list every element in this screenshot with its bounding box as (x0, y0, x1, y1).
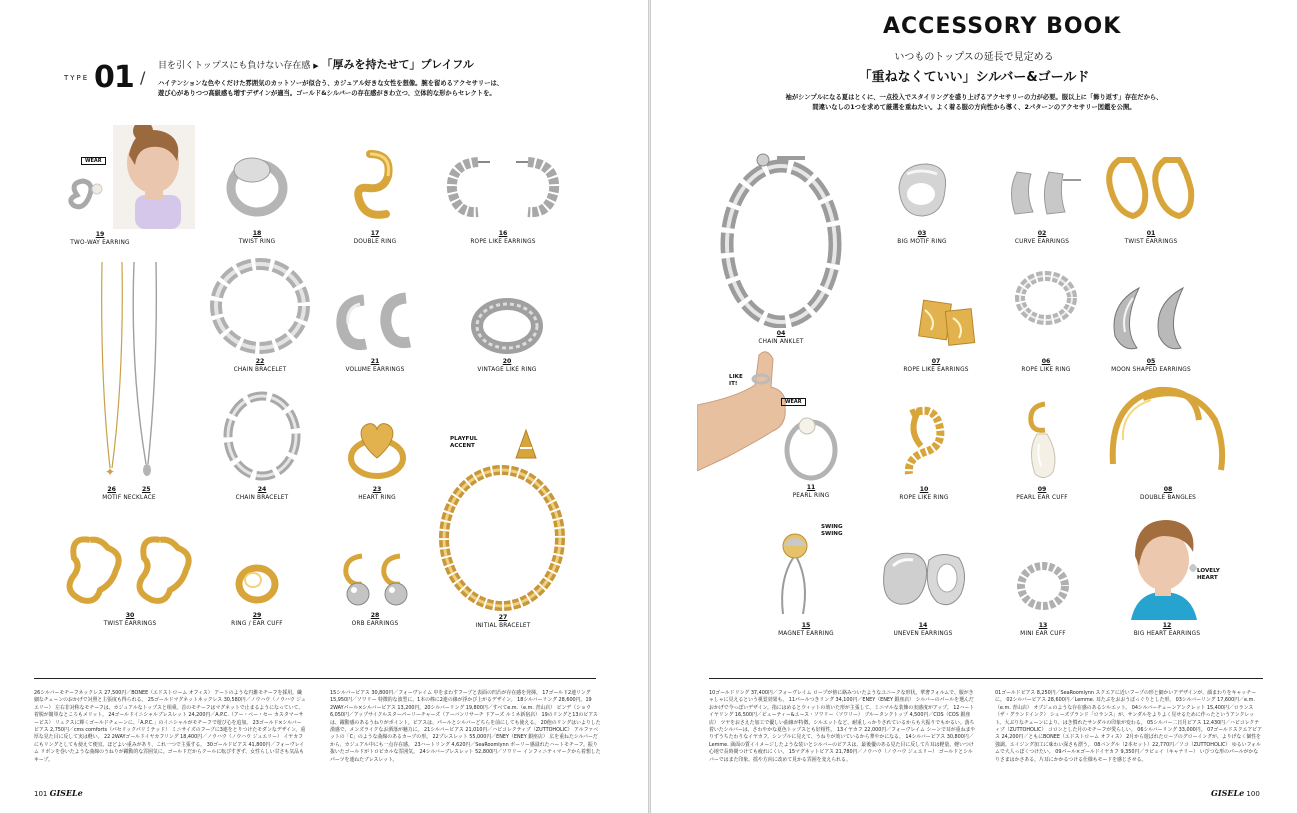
page-number: 100 (1246, 790, 1260, 798)
item-number: 22 (255, 358, 265, 365)
product-item (438, 150, 568, 245)
item-number: 19 (95, 231, 105, 238)
product-item (875, 546, 971, 637)
product-item (891, 296, 981, 373)
product-item (1103, 380, 1233, 501)
credits-column: 10ゴールドリング 37,400円／フォーヴレイム ロープが傍に絡みついたようなユニークな形状。華奢フォルムで、服がきゃしゃに見えるという視覚効果も。 11パールつきリング 34,100円／ENEY（ENEY 銀座店） シルバーのパールを選んだおかげで今っぽいデザイン。指にはめるとウィットの効いた形が主張して、ミニマルな装飾の実感度がアップ。 12ハートイヤリング 16,500円／ピューティー&ユース・ソワリー（ソワリー） ブルータンクトップ 4,500円／COS（COS 銀座店） ツヤをおさえた加工で優しい曲線が特徴。シルエットなど、耐重しっかりされているからも大振りでもかるい。落ち着いたシルバーは、さわやかな夏色トップスとも好相性。 13イヤカフ 22,000円／フォーヴレイム シーンで耳が重ねまやりずうちたわりなイヤカフ。シンプルに見えて、うねりが効いているから華やかになる。 14シルバーピアス 30,800円／Lemme. 満面の質イイメージしたような装いとシルバーのピアスは、最後優のある見た目に反して片耳は軽量。軽いつけ心地で長時間つけても疲れにくい。 15マグネットピアス 21,780円／ノウハウ（ノウハウ ジュエリー） ゴールドとシルバーではまた印象。揺や方向に改めて見かる雰囲を変えられる。 (709, 690, 976, 763)
item-number: 15 (801, 622, 811, 629)
item-caption: VINTAGE LIKE RING (477, 367, 537, 373)
product-item (94, 258, 164, 501)
item-caption: BIG HEART EARRINGS (1133, 631, 1201, 637)
lead-line: ハイテンションな色やくだけた雰囲気のカットソーが似合う、カジュアル好きな女性を想像。腕を留めるアクセサリーは、 (158, 80, 504, 87)
item-caption: MINI EAR CUFF (1020, 631, 1066, 637)
twist-earrings-image (60, 530, 200, 610)
item-number: 29 (252, 612, 262, 619)
item-number: 17 (370, 230, 380, 237)
slash-divider: / (140, 68, 146, 87)
vintage-ring-image (467, 292, 547, 356)
wear-tag: WEAR (81, 157, 106, 165)
lead-line: 間違いなしの1つを求めて厳選を重ねたい。よく着る服の方向性から導く、2パターンのアクセサリー図鑑を公開。 (812, 104, 1136, 111)
item-caption: MOTIF NECKLACE (102, 495, 156, 501)
credits-divider (709, 678, 1263, 679)
item-number: 01 (1146, 230, 1156, 237)
product-item (342, 414, 412, 501)
section-subtitle (158, 56, 474, 72)
page-folio (1211, 788, 1260, 798)
item-number: 07 (931, 358, 941, 365)
product-item (65, 125, 195, 246)
page-subtitle: いつものトップスの延長で見定める (894, 52, 1054, 63)
item-number: 24 (257, 486, 267, 493)
item-number: 28 (370, 612, 380, 619)
item-number: 26 (107, 486, 116, 493)
callout-line: SWING (821, 524, 843, 530)
chain-anklet-image (719, 148, 843, 328)
item-caption: MAGNET EARRING (778, 631, 834, 637)
product-item (887, 158, 957, 245)
item-number: 14 (918, 622, 928, 629)
orb-earrings-image (330, 548, 420, 610)
product-item (997, 160, 1087, 245)
arrow-icon: ▶ (313, 62, 319, 70)
item-caption: ORB EARRINGS (351, 621, 399, 627)
product-item (1103, 282, 1199, 373)
item-caption: PEARL RING (792, 493, 830, 499)
left-page (0, 0, 648, 813)
double-bangles-image (1103, 380, 1233, 484)
pearl-ear-cuff-image (1007, 398, 1077, 484)
item-caption: ROPE LIKE EARRINGS (470, 239, 536, 245)
product-item (719, 148, 843, 345)
item-number: 08 (1163, 486, 1173, 493)
item-caption: ROPE LIKE EARRINGS (903, 367, 969, 373)
item-caption: CURVE EARRINGS (1014, 239, 1070, 245)
chunky-chain-bracelet-image (217, 388, 307, 484)
item-number: 18 (252, 230, 262, 237)
product-item (1113, 516, 1221, 637)
item-caption: TWO-WAY EARRING (70, 240, 130, 246)
subtitle-pre: 目を引くトップスにも負けない存在感 (158, 61, 311, 71)
item-caption: PEARL EAR CUFF (1016, 495, 1068, 501)
item-number: 30 (125, 612, 135, 619)
item-caption: CHAIN BRACELET (233, 367, 287, 373)
item-number: 03 (917, 230, 927, 237)
product-item (438, 420, 568, 629)
item-caption: TWIST RING (238, 239, 276, 245)
item-number: 06 (1041, 358, 1051, 365)
item-number: 27 (498, 614, 508, 621)
volume-earrings-image (330, 290, 420, 356)
product-item (1007, 398, 1077, 501)
item-number: 05 (1146, 358, 1156, 365)
product-item (330, 290, 420, 373)
like-callout (729, 374, 743, 388)
credits-column: 01ゴールドピアス 8,250円／SeaRoomlynn スクエアに近いフープの形と細かいアデザインが、顔まわりをキャッチーに。 02シルバーピアス 28,600円／Lemme. 耳たぶをおおうばっぐりとした形。 03シルバーリング 17,600円／e.m.（e.m. 青山店） オブジェのような存在感のあるシルエット。 04シルバーチェーンアンクレット 15,400円／ロランス（ザ・グランドインク） シューズブランド「ロランス」が、サンダルをよりよく見せるために作ったというアンクレット。大ぶりなチェーンにより、はき慣れたサンダルの印象が変わる。 05シルバー二日月ピアス 12,430円／ハビコレクティブ（ZUTTOHOLIC） コロンとした月のモチーフが愛らしい。 06シルバーリング 33,000円。 07ゴールドスクエアピアス 24,200円／ともにBONEE（エドストローム オフィス） 2月から遊ばれたロープのグローイングが、よりげなく個性を強調。エイジング加工に味わい深さも漂う。 08バングル（2本セット）22,770円／ソコ（ZUTTOHOLIC） ゆるいフォルムで大人っぽくつけたい。 09パール×ゴールドイヤカフ 9,350円／ラビュイ（キャナリー） いびつな形のパールがかなりさまはかさある。片耳にかかるつける仕様もモードを感じさせる。 (995, 690, 1263, 763)
item-caption: DOUBLE BANGLES (1139, 495, 1197, 501)
page-title: ACCESSORY BOOK (883, 14, 1122, 39)
item-caption: INITIAL BRACELET (475, 623, 531, 629)
lead-text (158, 79, 503, 99)
callout-line: PLAYFUL (450, 436, 478, 442)
type-label: TYPE (64, 74, 90, 82)
item-caption: UNEVEN EARRINGS (893, 631, 953, 637)
product-item (1001, 268, 1091, 373)
ring-ear-cuff-image (222, 554, 292, 610)
uneven-earrings-image (875, 546, 971, 620)
product-item (467, 292, 547, 373)
rope-ring-silver-image (1001, 268, 1091, 356)
rope-earrings-gold-image (891, 296, 981, 356)
callout-line: IT! (729, 381, 738, 387)
credits-divider (34, 678, 596, 679)
item-number: 09 (1037, 486, 1047, 493)
gold-twist-earrings-image (1103, 150, 1199, 228)
twist-ring-image (222, 144, 292, 228)
item-caption: CHAIN BRACELET (235, 495, 289, 501)
item-caption: MOON SHAPED EARRINGS (1111, 367, 1191, 373)
right-page (651, 0, 1297, 813)
page-heading: 「重ねなくていい」シルバー&ゴールド (858, 70, 1090, 85)
item-number: 12 (1162, 622, 1172, 629)
product-item (1011, 550, 1075, 637)
item-caption: ROPE LIKE RING (1021, 367, 1071, 373)
big-motif-ring-image (887, 158, 957, 228)
product-item (889, 400, 959, 501)
item-caption: CHAIN ANKLET (758, 339, 804, 345)
swing-callout (821, 524, 843, 538)
item-number: 13 (1038, 622, 1048, 629)
motif-necklaces-image (94, 258, 164, 484)
product-item (1103, 150, 1199, 245)
type-number: 01 (94, 60, 134, 95)
product-item (222, 554, 292, 627)
lead-text (651, 93, 1297, 113)
item-number-pair (107, 484, 150, 493)
hand-thumbs-up-photo (697, 345, 793, 471)
pearl-ring-image (781, 406, 841, 482)
item-caption: VOLUME EARRINGS (345, 367, 405, 373)
heart-ring-image (342, 414, 412, 484)
item-number: 21 (370, 358, 380, 365)
page-number: 101 (34, 790, 48, 798)
item-caption: ROPE LIKE RING (899, 495, 949, 501)
item-number: 10 (919, 486, 929, 493)
item-number: 23 (372, 486, 382, 493)
item-caption: RING / EAR CUFF (231, 621, 283, 627)
subtitle-main: 「厚みを持たせて」プレイフル (321, 58, 474, 71)
lovely-callout (1197, 568, 1220, 582)
item-caption: DOUBLE RING (353, 239, 397, 245)
item-caption: TWIST EARRINGS (1124, 239, 1178, 245)
double-ring-image (340, 144, 410, 228)
rope-earrings-image (438, 150, 568, 228)
curve-earrings-image (997, 160, 1087, 228)
item-number: 25 (142, 486, 151, 493)
mini-ear-cuff-image (1011, 550, 1075, 620)
svg-text:✦: ✦ (105, 465, 116, 479)
playful-callout (450, 436, 477, 450)
item-caption: TWIST EARRINGS (103, 621, 157, 627)
product-item (340, 144, 410, 245)
lead-line: 袖がシンプルになる夏はとくに、一点投入でスタイリングを盛り上げるアクセサリーの力が必要。服以上に「飾り返す」存在だから、 (785, 94, 1163, 101)
callout-line: HEART (1197, 575, 1218, 581)
item-number: 11 (806, 484, 816, 491)
callout-line: SWING (821, 531, 843, 537)
credits-column: 15シルバーピアス 30,800円／フォーヴレイム 中をまわすフープと表面の凹凸が存在感を発揮。 17ゴールド2連リング 15,950円／ソワリー 特徴的な波型に。1本の棒に2連の線が浮かび上がるデザイン。 18シルバーリング 28,600円。19 2WAYパール×シルバーピアス 13,200円。20シルバーリング 19,800円／すべてe.m.（e.m. 青山店） ピンデ（ショウ 6,050円／アップサイクルスターパーリーチャーズ（アーバンリサーチ ドアーズ ルミネ新宿店） 19のリングと13のピアスは、躍動感のあるうねりがポイント。ピアスは、パールとシルバーどちらを前にしても使える。 20他のリングはいよりした漢感で、メンズライクなお洒落が魅力に。 21シルバーピアス 21,010円／ハビコレクティブ（ZUTTOHOLIC） アルファベットの「C」のような曲線のあるカーブの形。 22ブレスレット 55,000円／ENEY（ENEY 銀座店） 広を重ねたシルバーだから、カジュアル中にも一点存在感。 23ハートリング 4,620円／SeaRoomlynn ボーリー感溢れたハートモチーフ。振り抜いたゴールドがトロピカルな雰囲気。 24シルバーブレスレット 52,800円／ソワリー インフィニティマークから着想したパーツを連ねたブレスレット。 (330, 690, 601, 763)
moon-earrings-image (1103, 282, 1199, 356)
product-item (222, 144, 292, 245)
product-item (205, 256, 315, 373)
gold-rope-ring-image (889, 400, 959, 484)
magnet-earring-image (769, 530, 843, 620)
product-item (60, 530, 200, 627)
item-number: 16 (498, 230, 508, 237)
item-caption: BIG MOTIF RING (897, 239, 947, 245)
magazine-logo: GISELe (1211, 788, 1245, 798)
callout-line: LOVELY (1197, 568, 1220, 574)
item-number: 04 (776, 330, 786, 337)
callout-line: ACCENT (450, 443, 475, 449)
magazine-logo: GISELe (49, 788, 83, 798)
product-item (781, 398, 841, 499)
product-item (330, 548, 420, 627)
credits-column: 26シルバーモチーフネックレス 27,500円／BONEE（エドストローム オフィス） アートのような円錐モチーフを採用。繊細なチェーンのおかげで対照と主張度も得られる。 25ゴールドマグネットネックレス 30,580円／ノウハウ（ノウハウ ジュエリー） 左右非対称なモチーフは、カジュアルなトップスと相乗。首のモチーフはマグネットで止まるようになっていて、着脱が簡単なところもメリット。 24ゴールドイニシャルブレスレット 24,200円／A.P.C.（アー・ペー・セー カスタマーサービス） リュクスに輝くゴールドチェーンに、「A.P.C.」のイニシャルがモチーフで遊び心を追加。 23ゴールド×シルバーピアス 2,750円／cms comforts（パセリックパリミテッド） ミニサイズのフープに3連をとりつけたモダンなデザイン。重厚な見た目に反して実は軽い。 22 2WAYゴールドイヤカフリング 18,400円／ノウハウ（ノウハウ ジュエリー） イヤカフにもリングとしても使えて便宜。ほどよい重みがあり、これ一つで主張する。 30ゴールドピアス 41,800円／フォーヴレイム リボンを巻いたような曲線のうねりが躍動的な雰囲気に。ゴールドだからクールに転びすぎず、女性らしい甘さも気品もキープ。 (34, 690, 306, 763)
callout-line: LIKE (729, 374, 743, 380)
product-item (769, 524, 843, 637)
item-number: 02 (1037, 230, 1047, 237)
item-number: 20 (502, 358, 512, 365)
model-with-earring-photo (65, 125, 195, 229)
item-caption: HEART RING (358, 495, 396, 501)
lead-line: 遊び心がありつつ高級感も増すデザインが適当。ゴールド&シルバーの存在感がきわ立つ、立体的な形からセレクトを。 (158, 90, 496, 97)
wear-tag: WEAR (781, 398, 806, 406)
chain-bracelet-image (205, 256, 315, 356)
product-item (217, 388, 307, 501)
page-folio (34, 788, 83, 798)
